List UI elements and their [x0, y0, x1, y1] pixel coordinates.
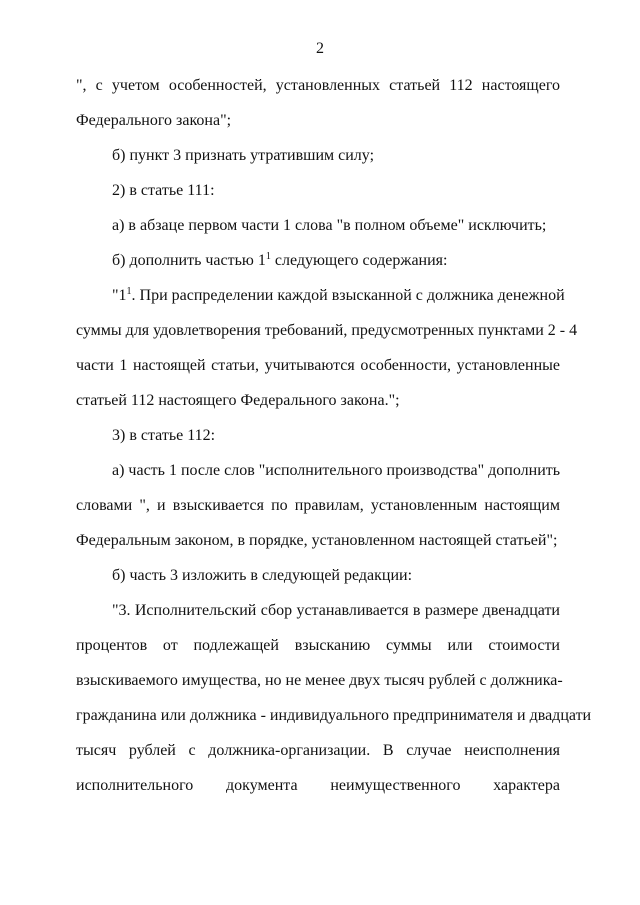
text-line: 3) в статье 112:: [112, 427, 216, 444]
text-line: а) часть 1 после слов "исполнительного производства" дополнить: [112, 462, 561, 479]
text-line: статьей 112 настоящего Федерального закона.";: [76, 392, 400, 409]
text-line: а) в абзаце первом части 1 слова "в полном объеме" исключить;: [112, 217, 547, 234]
text-line: процентов от подлежащей взысканию суммы или стоимости: [76, 637, 560, 654]
text-line: взыскиваемого имущества, но не менее двух тысяч рублей с должника-: [76, 672, 563, 689]
page-number: 2: [316, 40, 324, 57]
text-fragment: следующего содержания:: [270, 252, 448, 269]
text-fragment: . При распределении каждой взысканной с должника денежной: [131, 287, 565, 304]
text-line: [112, 251, 560, 271]
text-line: б) пункт 3 признать утратившим силу;: [112, 147, 375, 164]
text-line: "3. Исполнительский сбор устанавливается в размере двенадцати: [112, 602, 560, 619]
text-line: Федеральным законом, в порядке, установленном настоящей статьей";: [76, 532, 558, 549]
text-line: Федерального закона";: [76, 112, 232, 129]
text-line: словами ", и взыскивается по правилам, установленным настоящим: [76, 497, 560, 514]
text-line: б) часть 3 изложить в следующей редакции:: [112, 567, 413, 584]
text-line: тысяч рублей с должника-организации. В случае неисполнения: [76, 742, 560, 759]
text-line: части 1 настоящей статьи, учитываются особенности, установленные: [76, 357, 560, 374]
superscript: 1: [126, 286, 132, 297]
text-line: исполнительного документа неимущественного характера: [76, 777, 560, 794]
text-line: ", с учетом особенностей, установленных статьей 112 настоящего: [76, 77, 560, 94]
text-fragment: б) дополнить частью 1: [112, 252, 266, 269]
text-fragment: "1: [112, 287, 127, 304]
text-line: гражданина или должника - индивидуального предпринимателя и двадцати: [76, 707, 592, 724]
text-line: [112, 286, 565, 306]
text-line: 2) в статье 111:: [112, 182, 215, 199]
text-line: суммы для удовлетворения требований, предусмотренных пунктами 2 - 4: [76, 322, 578, 339]
superscript: 1: [265, 251, 271, 262]
